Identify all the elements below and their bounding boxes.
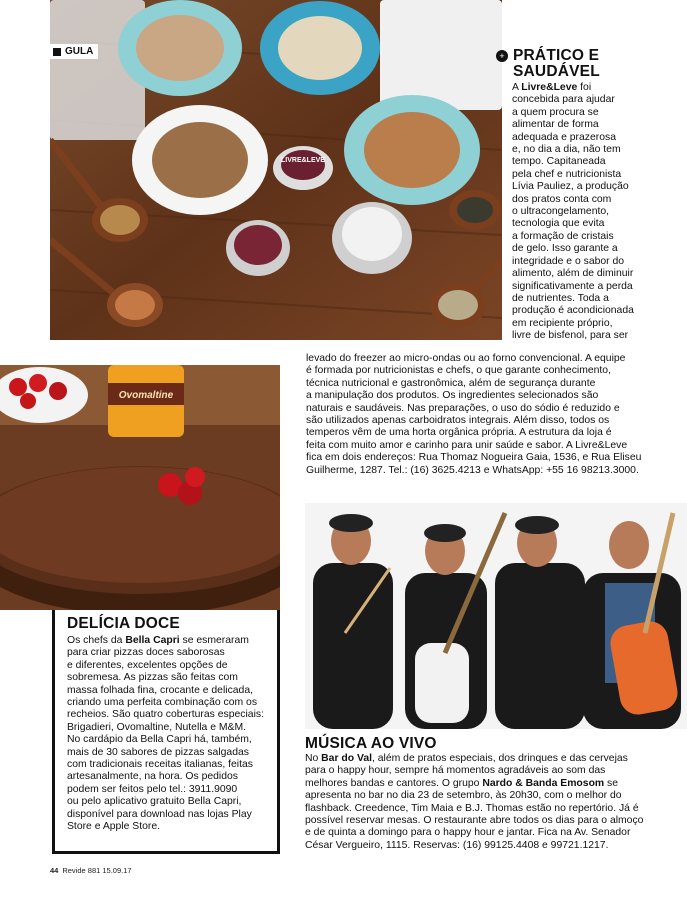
jar-brand-label: Ovomaltine [118, 390, 174, 401]
text-line: Brigadieri, Ovomaltine, Nutella e M&M. [67, 721, 247, 733]
text-line: dos pratos conta com [512, 193, 612, 205]
text-line: produção é acondicionada [512, 305, 634, 317]
text-line: para criar pizzas doces saborosas [67, 647, 225, 659]
pot-brand-label: LIVRE&LEVE [281, 157, 325, 164]
musica-body [305, 753, 645, 852]
text-line: concebida para ajudar [512, 94, 615, 106]
text-line: alimentar de forma [512, 119, 599, 131]
text-line: pela chef e nutricionista [512, 168, 622, 180]
text-line: significativamente a perda [512, 280, 633, 292]
pizza-photo [0, 365, 280, 610]
text-line: fica em dois endereços: Rua Thomaz Nogueira Gaia, 1536, e Rua Eliseu [306, 452, 642, 464]
article-title-pratico [496, 48, 676, 80]
text-line: apresenta no bar no dia 23 de setembro, às 20h30, com o melhor do [305, 790, 622, 802]
text-line: a manipulação dos produtos. Os ingredientes selecionados são [306, 390, 599, 402]
square-icon [53, 48, 61, 56]
food-photo [50, 0, 502, 340]
text-line: temperos vêm de uma horta orgânica própria. A estrutura da loja é [306, 427, 612, 439]
text-line: integridade e o sabor do [512, 255, 625, 267]
text-line: são utilizados apenas carboidratos integrais. Além disso, todos os [306, 415, 610, 427]
section-tag [50, 44, 98, 59]
text-line: o ultracongelamento, [512, 206, 610, 218]
page-footer [50, 866, 132, 875]
bullet-plus-icon: + [496, 50, 508, 62]
text-line: alimento, além de diminuir [512, 268, 634, 280]
text-line: a quem procura se [512, 106, 599, 118]
delicia-heading: DELÍCIA DOCE [67, 615, 180, 632]
text-line: Os chefs da Bella Capri se esmeraram [67, 635, 249, 646]
text-line: sobremesa. As pizzas são feitas com [67, 672, 238, 684]
text-line: e diferentes, excelentes opções de [67, 659, 228, 671]
text-line: Guilherme, 1287. Tel.: (16) 3625.4213 e WhatsApp: +55 16 98213.3000. [306, 464, 639, 476]
text-line: Store e Apple Store. [67, 821, 160, 833]
text-line: adequada e prazerosa [512, 131, 616, 143]
text-line: técnica nutricional e gastronômica, além de segurança durante [306, 377, 596, 389]
text-line: No Bar do Val, além de pratos especiais, dos drinques e das cervejas [305, 753, 628, 764]
band-photo [305, 503, 687, 729]
text-line: podem ser feitos pelo tel.: 3911.9090 [67, 783, 238, 795]
text-line: A Livre&Leve foi [512, 82, 592, 93]
text-line: flashback. Creedence, Tim Maia e B.J. Thomas estão no repertório. Já é [305, 802, 639, 814]
text-line: levado do freezer ao micro-ondas ou ao forno convencional. A equipe [306, 353, 626, 364]
text-line: tecnologia que evita [512, 218, 605, 230]
text-line: de nutrientes. Toda a [512, 292, 609, 304]
text-line: a formação de cristais [512, 230, 614, 242]
page-number: 44 [50, 866, 59, 875]
text-line: possível reservar mesas. O restaurante abre todos os dias para o almoço [305, 815, 644, 827]
delicia-body [67, 635, 273, 834]
text-line: e, no dia a dia, não tem [512, 144, 621, 156]
text-line: é formada por nutricionistas e chefs, o que garante conhecimento, [306, 365, 611, 377]
text-line: feita com muito amor e carinho para unir saúde e sabor. A Livre&Leve [306, 439, 628, 451]
text-line: No cardápio da Bella Capri há, também, [67, 734, 252, 746]
text-line: criando uma perfeita combinação com os [67, 697, 258, 709]
text-line: artesanalmente, na hora. Os pedidos [67, 771, 238, 783]
text-line: tempo. Capitaneada [512, 156, 606, 168]
text-line: massa folhada fina, crocante e delicada, [67, 684, 253, 696]
text-line: de gelo. Isso garante a [512, 243, 618, 255]
text-line: recheios. São quatro coberturas especiais: [67, 709, 264, 721]
text-line: disponível para download nas lojas Play [67, 808, 252, 820]
delicia-box [52, 610, 280, 854]
text-line: César Vergueiro, 1115. Reservas: (16) 99125.4408 e 99721.1217. [305, 839, 609, 851]
text-line: livre de bisfenol, para ser [512, 330, 629, 342]
text-line: Lívia Pauliez, a produção [512, 181, 629, 193]
text-line: com tradicionais receitas italianas, feitas [67, 759, 253, 771]
text-line: para o happy hour, sempre há momentos agradáveis ao som das [305, 765, 606, 777]
publication-info: Revide 881 15.09.17 [62, 866, 132, 875]
musica-heading: MÚSICA AO VIVO [305, 735, 437, 752]
pratico-body-narrow [512, 82, 642, 343]
pratico-heading: PRÁTICO E SAUDÁVEL [513, 47, 600, 80]
text-line: mais de 30 sabores de pizzas salgadas [67, 746, 249, 758]
pratico-body-wide [306, 353, 644, 477]
text-line: naturais e saudáveis. Nas preparações, o uso do sódio é reduzido e [306, 402, 620, 414]
text-line: ou pelo aplicativo gratuito Bella Capri, [67, 796, 242, 808]
section-tag-label: GULA [65, 46, 94, 57]
text-line: em recipiente próprio, [512, 317, 613, 329]
text-line: melhores bandas e cantores. O grupo Nardo & Banda Emosom se [305, 777, 619, 789]
text-line: e de quinta a domingo para o happy hour e jantar. Fica na Av. Senador [305, 827, 631, 839]
